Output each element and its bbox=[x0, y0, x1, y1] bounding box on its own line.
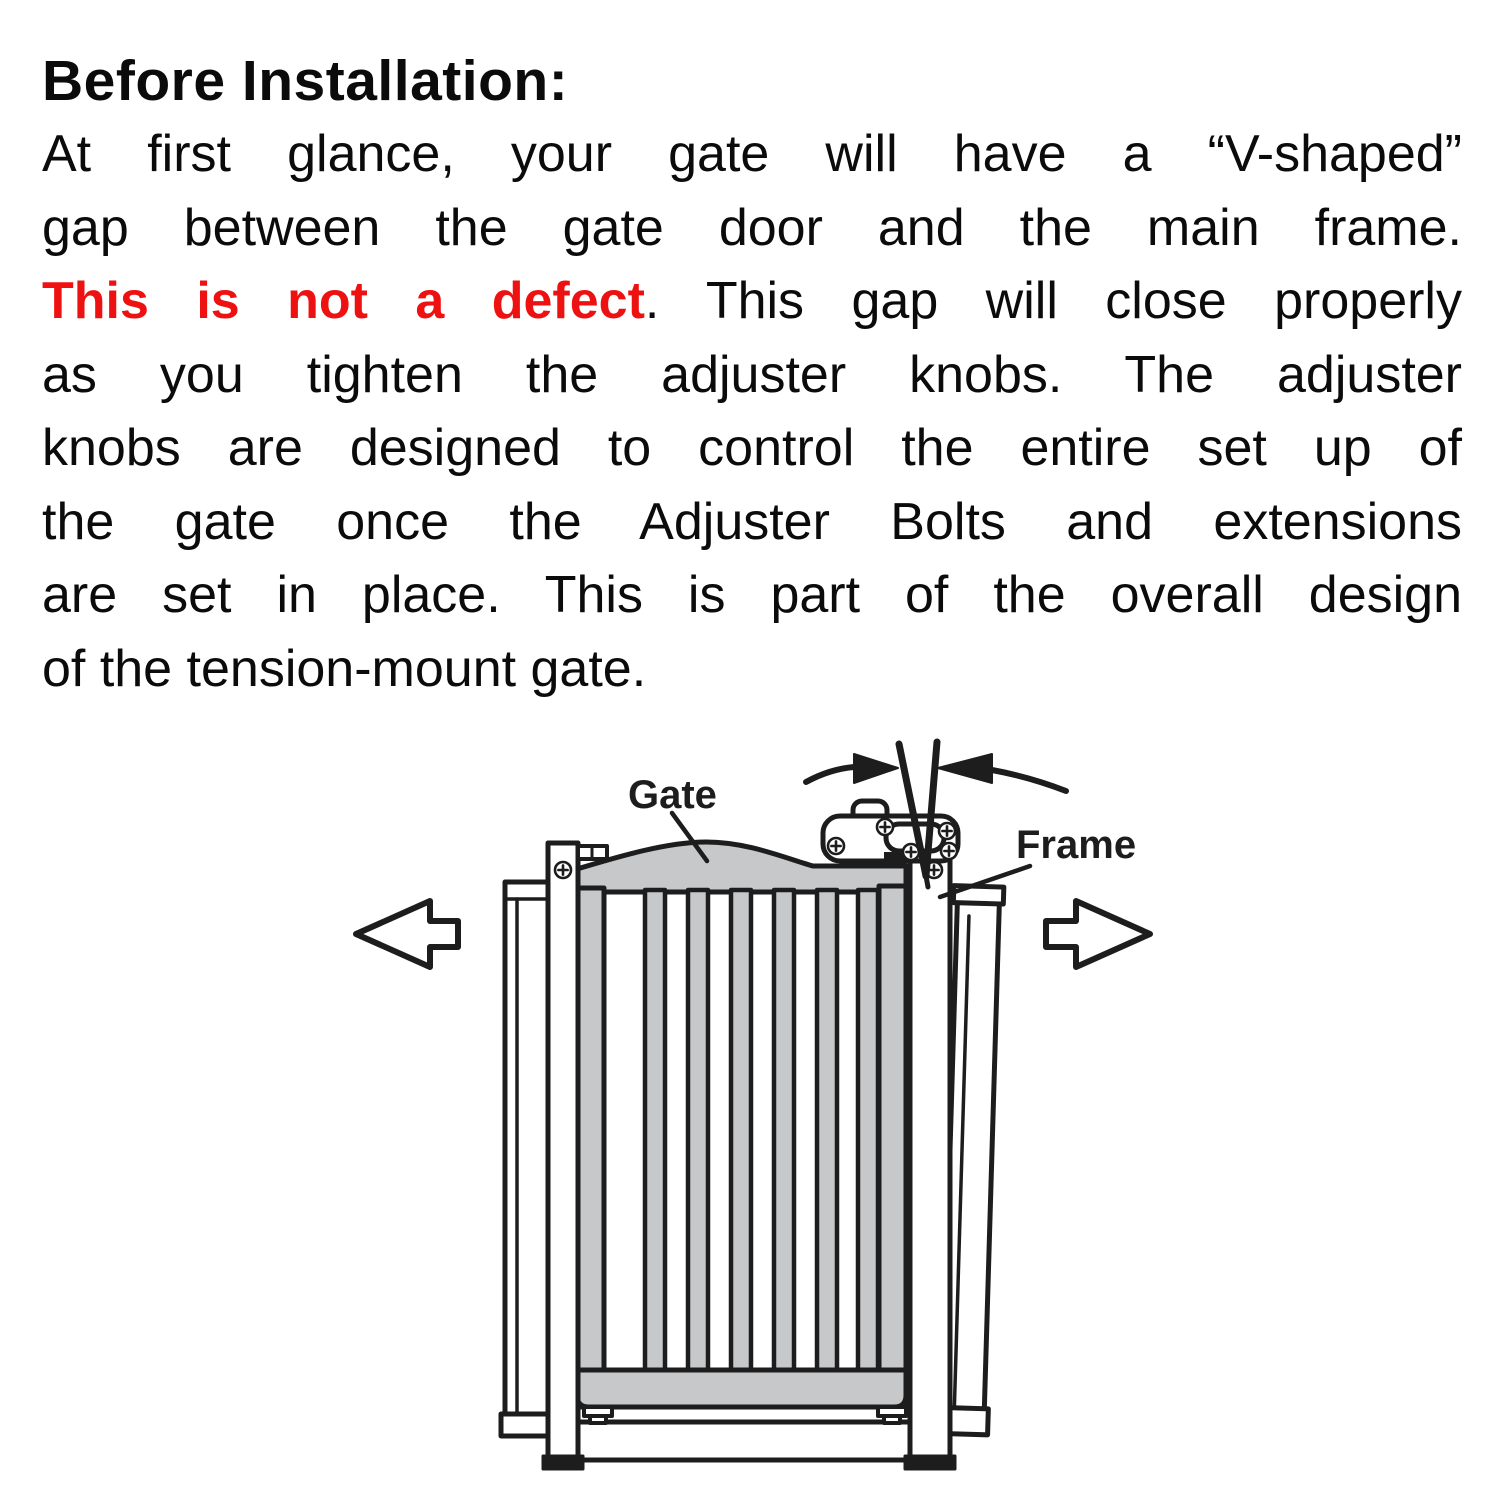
body-line-4: as you tighten the adjuster knobs. The adjuster bbox=[42, 345, 1462, 404]
gate-bar bbox=[731, 890, 751, 1374]
screw-icon bbox=[939, 823, 955, 839]
body-line-7: are set in place. This is part of the overall design bbox=[42, 566, 1462, 624]
dimension-leader-right bbox=[992, 770, 1066, 791]
frame-label-group bbox=[940, 823, 1136, 897]
post-left-foot bbox=[543, 1456, 583, 1469]
dimension-leader-left bbox=[806, 767, 854, 782]
gate-bar bbox=[817, 890, 837, 1374]
frame-post-right bbox=[905, 858, 955, 1469]
gate-bar bbox=[645, 890, 665, 1374]
extension-left-foot bbox=[501, 1414, 551, 1436]
body-line-3-rest: . This gap will close properly bbox=[644, 272, 1462, 330]
not-a-defect-emphasis: This is not a defect bbox=[42, 272, 645, 330]
body-line-2: gap between the gate door and the main frame. bbox=[42, 198, 1462, 257]
screw-icon bbox=[828, 838, 844, 854]
gate-label: Gate bbox=[628, 773, 717, 817]
gate-bar bbox=[774, 890, 794, 1374]
frame-label: Frame bbox=[1016, 823, 1137, 867]
expand-arrow-right-icon bbox=[1046, 901, 1150, 967]
gate-stile-left bbox=[577, 888, 604, 1407]
expand-arrow-left-icon bbox=[356, 901, 458, 967]
post-right-foot bbox=[905, 1456, 955, 1469]
dimension-arrowhead-right bbox=[938, 754, 992, 783]
screw-icon bbox=[555, 862, 571, 878]
gate-foot-right bbox=[878, 1407, 906, 1423]
frame-bottom-bar bbox=[578, 1422, 912, 1460]
body-line-6: the gate once the Adjuster Bolts and extensions bbox=[42, 492, 1462, 551]
body-line-5: knobs are designed to control the entire set up of bbox=[42, 419, 1462, 477]
gate-stile-right bbox=[879, 886, 906, 1407]
gate-bar bbox=[688, 890, 708, 1374]
section-heading: Before Installation: bbox=[42, 49, 569, 113]
gate-bottom-rail bbox=[577, 1370, 906, 1407]
dimension-arrowhead-left bbox=[854, 754, 898, 783]
screw-icon bbox=[877, 819, 893, 835]
gate-bar bbox=[858, 890, 878, 1374]
latch bbox=[823, 801, 958, 862]
gate-foot-left bbox=[584, 1407, 612, 1423]
gate-door bbox=[577, 842, 906, 1423]
screw-icon bbox=[941, 843, 957, 859]
frame-extension-left bbox=[501, 882, 551, 1436]
body-line-1: At first glance, your gate will have a “V-shaped” bbox=[42, 125, 1462, 183]
body-line-8: of the tension-mount gate. bbox=[42, 639, 647, 698]
